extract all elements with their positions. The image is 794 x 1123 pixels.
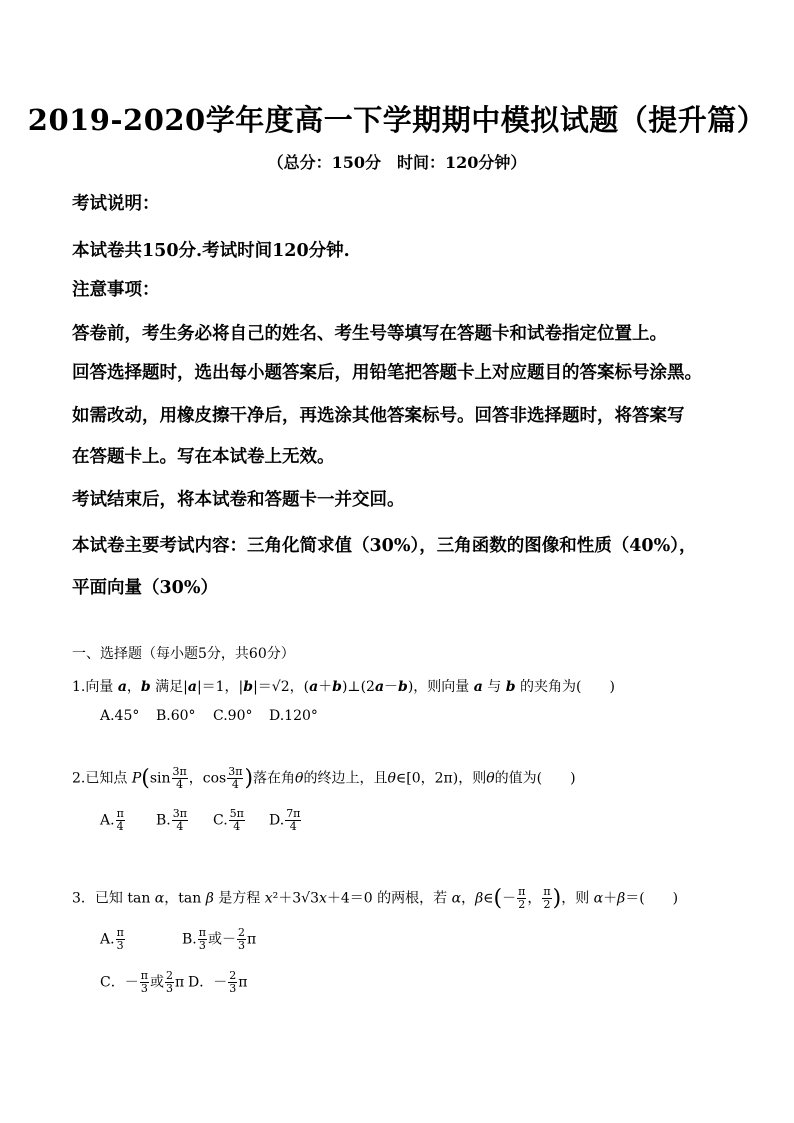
q3-option-b: B. $\frac{\pi}{3}$ 或－ $\frac{2}{3}$ π [182, 926, 257, 952]
instruction-line: 如需改动，用橡皮擦干净后，再选涂其他答案标号。回答非选择题时，将答案写 [72, 406, 685, 426]
q3-option-c: C．－ $\frac{\pi}{3}$ 或 $\frac{2}{3}$ π [100, 969, 185, 995]
notice-heading: 注意事项： [72, 280, 160, 300]
q2-option-c: C. $\frac{5\pi}{4}$ [213, 807, 244, 833]
instruction-line: 平面向量（30%） [72, 578, 218, 598]
question-2: 2.已知点 P(sin $\frac{3\pi}{4}$ ，cos $\frac{3\pi}{4}$ )落在角θ的终边上，且θ∈[0，2π)，则θ的值为( ) [72, 765, 576, 791]
q2-option-d: D. $\frac{7\pi}{4}$ [269, 807, 301, 833]
q1-option-b: B.60° [156, 708, 196, 724]
q1-option-c: C.90° [213, 708, 253, 724]
q3-option-d: D．－ $\frac{2}{3}$ π [188, 969, 248, 995]
instruction-line: 在答题卡上。写在本试卷上无效。 [72, 447, 335, 467]
q1-option-d: D.120° [269, 708, 318, 724]
instruction-line: 本试卷主要考试内容：三角化简求值（30%），三角函数的图像和性质（40%）， [72, 536, 697, 556]
section-heading: 一、选择题（每小题5分，共60分） [72, 646, 295, 662]
page-title: 2019-2020学年度高一下学期期中模拟试题（提升篇） [27, 103, 767, 137]
q3-option-a: A. $\frac{\pi}{3}$ [100, 926, 124, 952]
instruction-line: 回答选择题时，选出每小题答案后，用铅笔把答题卡上对应题目的答案标号涂黑。 [72, 363, 702, 383]
instruction-line: 答卷前，考生务必将自己的姓名、考生号等填写在答题卡和试卷指定位置上。 [72, 324, 667, 344]
q1-option-a: A.45° [100, 708, 140, 724]
instruction-line: 考试结束后，将本试卷和答题卡一并交回。 [72, 490, 405, 510]
q2-option-a: A. $\frac{\pi}{4}$ [100, 807, 124, 833]
question-1: 1.向量 a，b 满足|a|＝1，|b|＝√2，(a＋b)⊥(2a－b)，则向量 a 与 b 的夹角为( ) [72, 679, 615, 695]
page-subtitle: （总分：150分 时间：120分钟） [267, 153, 527, 172]
exam-instructions-heading: 考试说明： [72, 194, 160, 214]
q2-option-b: B. $\frac{3\pi}{4}$ [156, 807, 187, 833]
question-3: 3．已知 tan α，tan β 是方程 x²＋3√3x＋4＝0 的两根，若 α，β∈(－ $\frac{\pi}{2}$ ， $\frac{\pi}{2}$ )，则 α＋β＝( ) [72, 885, 679, 911]
instruction-line: 本试卷共150分.考试时间120分钟. [72, 241, 350, 261]
